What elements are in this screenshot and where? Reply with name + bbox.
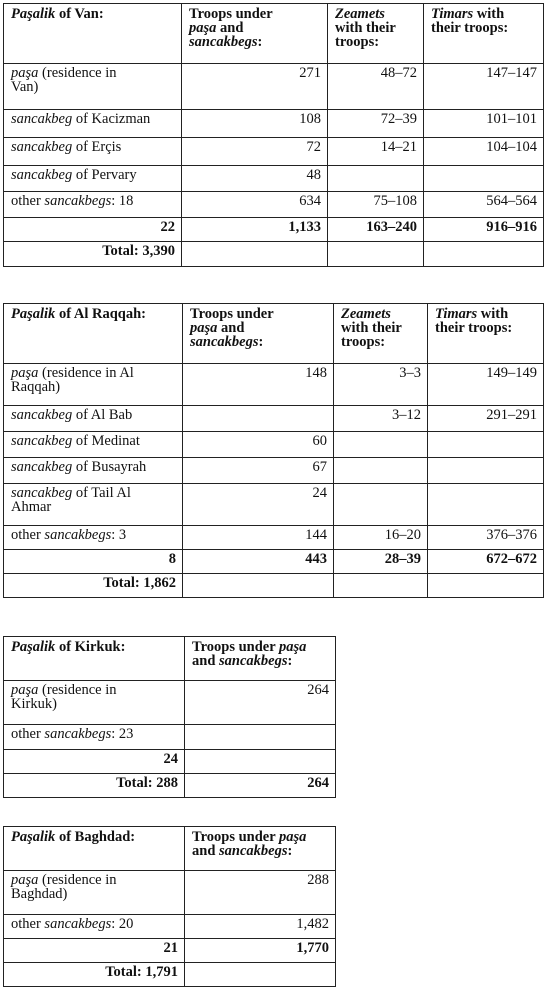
cell: 144: [183, 526, 334, 550]
table-row: [4, 110, 544, 138]
cell: 291–291: [428, 406, 544, 432]
table-row: [4, 64, 544, 110]
cell: [428, 458, 544, 484]
total-row: [4, 242, 544, 267]
cell: 264: [185, 774, 336, 798]
subtotal-row: [4, 750, 336, 774]
row-label: sancakbeg of Kacizman: [4, 110, 182, 138]
table-row: [4, 484, 544, 526]
cell: 1,770: [185, 939, 336, 963]
row-label: sancakbeg of Pervary: [4, 166, 182, 192]
cell: 163–240: [328, 218, 424, 242]
header-cell: Troops under paşa and sancakbegs:: [182, 4, 328, 64]
table-row: [4, 192, 544, 218]
cell: 101–101: [424, 110, 544, 138]
cell: 1,482: [185, 915, 336, 939]
row-label: sancakbeg of Tail Al Ahmar: [4, 484, 183, 526]
van-table: [3, 3, 544, 267]
header-cell: Paşalik of Al Raqqah:: [4, 304, 183, 364]
cell: 916–916: [424, 218, 544, 242]
table-row: [4, 166, 544, 192]
kirkuk-table: [3, 636, 336, 798]
header-cell: Paşalik of Baghdad:: [4, 827, 185, 871]
cell: 75–108: [328, 192, 424, 218]
total-row: [4, 774, 336, 798]
subtotal-row: [4, 218, 544, 242]
cell: 104–104: [424, 138, 544, 166]
cell: 14–21: [328, 138, 424, 166]
cell: 8: [4, 550, 183, 574]
header-cell: Zeamets with their troops:: [334, 304, 428, 364]
cell: [334, 484, 428, 526]
cell: [334, 458, 428, 484]
cell: 48–72: [328, 64, 424, 110]
cell: 1,133: [182, 218, 328, 242]
baghdad-table: [3, 826, 336, 987]
row-label: paşa (residence in Van): [4, 64, 182, 110]
header-cell: Paşalik of Van:: [4, 4, 182, 64]
total-cell: Total: 3,390: [4, 242, 182, 267]
table-row: [4, 915, 336, 939]
table-row: [4, 364, 544, 406]
header-italic: Paşalik: [11, 6, 56, 22]
cell: [328, 166, 424, 192]
table-row: [4, 432, 544, 458]
table-row: [4, 526, 544, 550]
cell: 672–672: [428, 550, 544, 574]
cell: 149–149: [428, 364, 544, 406]
table-header-row: [4, 637, 336, 681]
cell: [334, 574, 428, 598]
cell: [424, 166, 544, 192]
table-row: [4, 406, 544, 432]
row-label: sancakbeg of Erçis: [4, 138, 182, 166]
subtotal-row: [4, 550, 544, 574]
cell: 16–20: [334, 526, 428, 550]
table-row: [4, 138, 544, 166]
cell: 376–376: [428, 526, 544, 550]
cell: 288: [185, 871, 336, 915]
cell: 48: [182, 166, 328, 192]
table-row: [4, 871, 336, 915]
table-header-row: [4, 827, 336, 871]
cell: [182, 242, 328, 267]
cell: 72–39: [328, 110, 424, 138]
cell: 108: [182, 110, 328, 138]
cell: [185, 725, 336, 750]
cell: [183, 406, 334, 432]
header-cell: Zeamets with their troops:: [328, 4, 424, 64]
cell: 634: [182, 192, 328, 218]
total-cell: Total: 1,862: [4, 574, 183, 598]
cell: [185, 750, 336, 774]
total-row: [4, 574, 544, 598]
cell: [428, 574, 544, 598]
table-row: [4, 725, 336, 750]
cell: 24: [183, 484, 334, 526]
header-cell: Paşalik of Kirkuk:: [4, 637, 185, 681]
header-cell: Troops under paşa and sancakbegs:: [185, 827, 336, 871]
row-label: paşa (residence in Baghdad): [4, 871, 185, 915]
cell: 22: [4, 218, 182, 242]
cell: 147–147: [424, 64, 544, 110]
cell: 60: [183, 432, 334, 458]
cell: 148: [183, 364, 334, 406]
cell: 564–564: [424, 192, 544, 218]
row-label: other sancakbegs: 18: [4, 192, 182, 218]
cell: [428, 432, 544, 458]
row-label: other sancakbegs: 20: [4, 915, 185, 939]
row-label: paşa (residence in Al Raqqah): [4, 364, 183, 406]
cell: 24: [4, 750, 185, 774]
cell: 264: [185, 681, 336, 725]
cell: 271: [182, 64, 328, 110]
row-label: sancakbeg of Medinat: [4, 432, 183, 458]
total-cell: Total: 288: [4, 774, 185, 798]
cell: [334, 432, 428, 458]
total-cell: Total: 1,791: [4, 963, 185, 987]
cell: [183, 574, 334, 598]
cell: 3–3: [334, 364, 428, 406]
al-raqqah-table: [3, 303, 544, 598]
row-label: other sancakbegs: 3: [4, 526, 183, 550]
header-cell: Timars with their troops:: [424, 4, 544, 64]
cell: [328, 242, 424, 267]
row-label: sancakbeg of Busayrah: [4, 458, 183, 484]
table-header-row: [4, 304, 544, 364]
row-label: paşa (residence in Kirkuk): [4, 681, 185, 725]
header-cell: Timars with their troops:: [428, 304, 544, 364]
row-label: sancakbeg of Al Bab: [4, 406, 183, 432]
table-row: [4, 681, 336, 725]
subtotal-row: [4, 939, 336, 963]
table-row: [4, 458, 544, 484]
cell: 72: [182, 138, 328, 166]
header-cell: Troops under paşa and sancakbegs:: [185, 637, 336, 681]
cell: [424, 242, 544, 267]
cell: 443: [183, 550, 334, 574]
header-cell: Troops under paşa and sancakbegs:: [183, 304, 334, 364]
cell: 3–12: [334, 406, 428, 432]
cell: 28–39: [334, 550, 428, 574]
row-label: other sancakbegs: 23: [4, 725, 185, 750]
cell: [185, 963, 336, 987]
total-row: [4, 963, 336, 987]
cell: 67: [183, 458, 334, 484]
cell: [428, 484, 544, 526]
table-header-row: [4, 4, 544, 64]
cell: 21: [4, 939, 185, 963]
